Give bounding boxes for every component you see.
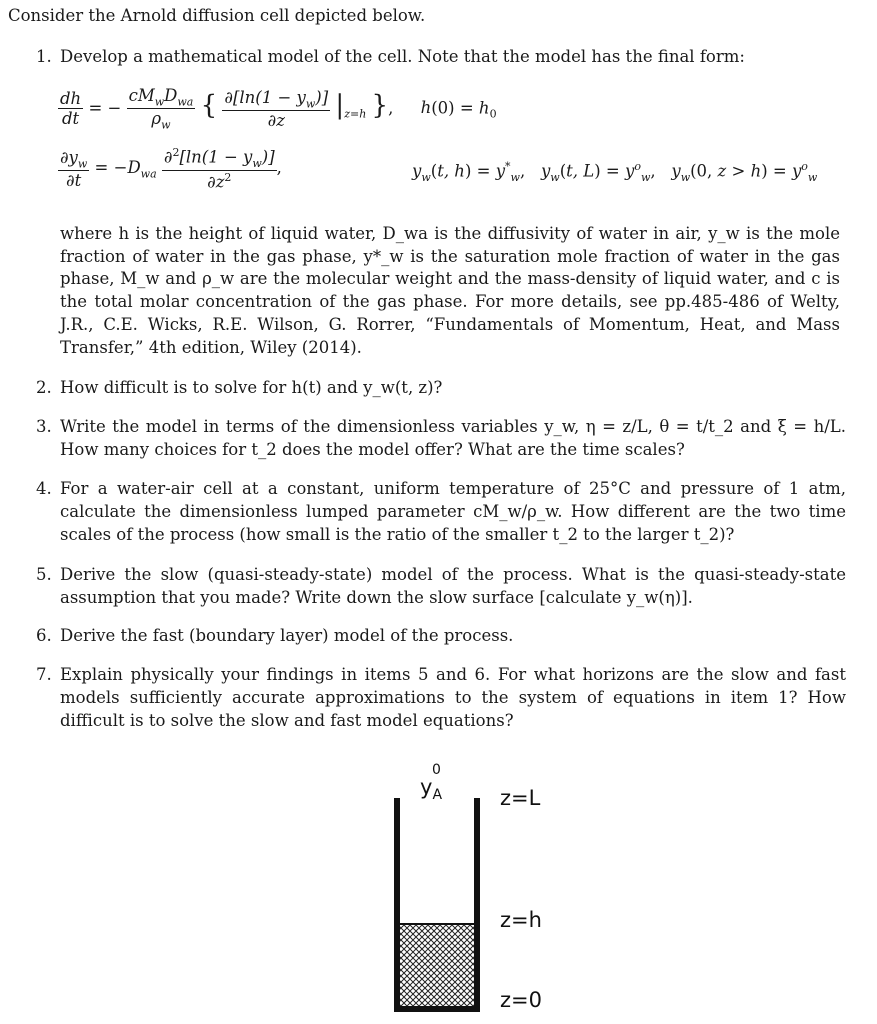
item-number: 7. (36, 665, 52, 684)
tube-right-wall (474, 798, 480, 1012)
tube-left-wall (394, 798, 400, 1012)
intro-text: Consider the Arnold diffusion cell depicted below. (8, 6, 426, 25)
top-concentration-label: $y_A^0$ (420, 762, 443, 804)
item-5 (36, 563, 846, 609)
z-equals-h-label: z=h (500, 908, 542, 932)
item-number: 6. (36, 626, 52, 645)
item-text: Explain physically your findings in items 5 and 6. For what horizons are the slow and fast models sufficiently accurate approximations to the system of equations in item 1? How difficult is to solve the slow and fast model equations? (60, 665, 846, 730)
boundary-conditions: $y_w(t$, $h) = y^*_w$, $y_w(t$, $L) = y^o_w$, $y_w(0$, $z > h) = y^o_w$ (412, 160, 818, 184)
item-7 (36, 663, 846, 732)
item-1 (36, 45, 846, 68)
equation-diffusion: $\frac{\partial y_w}{\partial t}$ = $-D_{wa}$ $\frac{\partial^2[\ln(1 - y_w)]}{\partial z^2}$ , (60, 146, 282, 192)
liquid-water (400, 924, 474, 1008)
arnold-cell-diagram (380, 760, 580, 1020)
tube-bottom (394, 1006, 480, 1012)
item-number: 2. (36, 378, 52, 397)
item-number: 3. (36, 417, 52, 436)
item-4 (36, 477, 846, 546)
item-text: Derive the fast (boundary layer) model of the process. (60, 626, 514, 645)
item-number: 5. (36, 565, 52, 584)
description-paragraph: where h is the height of liquid water, D_wa is the diffusivity of water in air, y_w is the mole fraction of water in the gas phase, y*_w is the saturation mole fraction of water in the gas phase, M_w and ρ_w are the molecular weight and the mass-density of liquid water, and c is the total molar concentration of the gas phase. For more details, see pp.485-486 of Welty, J.R., C.E. Wicks, R.E. Wilson, G. Rorrer, “Fundamentals of Momentum, Heat, and Mass Transfer,” 4th edition, Wiley (2014). (60, 224, 840, 357)
item-number: 4. (36, 479, 52, 498)
item-text: Write the model in terms of the dimensionless variables y_w, η = z/L, θ = t/t_2 and ξ = h/L. How many choices for t_2 does the model offer? What are the time scales? (60, 417, 846, 459)
item-3 (36, 415, 846, 461)
z-equals-0-label: z=0 (500, 988, 542, 1012)
item-text: Derive the slow (quasi-steady-state) model of the process. What is the quasi-steady-state assumption that you made? Write down the slow surface [calculate y_w(η)]. (60, 565, 846, 607)
item-6 (36, 624, 846, 647)
item-number: 1. (36, 47, 52, 66)
equation-height: $\frac{dh}{dt}$ = − $\frac{cM_wD_{wa}}{\rho_w}$ { $\frac{\partial[\ln(1 - y_w)]}{\partial z}$ $|_{z=h}$ }, $h(0) = h_0$ (60, 86, 497, 132)
item-text: For a water-air cell at a constant, uniform temperature of 25°C and pressure of 1 atm, calculate the dimensionless lumped parameter cM_w/ρ_w. How different are the two time scales of the process (how small is the ratio of the smaller t_2 to the larger t_2)? (60, 479, 846, 544)
item-text: How difficult is to solve for h(t) and y_w(t, z)? (60, 378, 443, 397)
item-text: Develop a mathematical model of the cell. Note that the model has the final form: (60, 47, 745, 66)
z-equals-L-label: z=L (500, 786, 541, 810)
item-2 (36, 376, 846, 399)
